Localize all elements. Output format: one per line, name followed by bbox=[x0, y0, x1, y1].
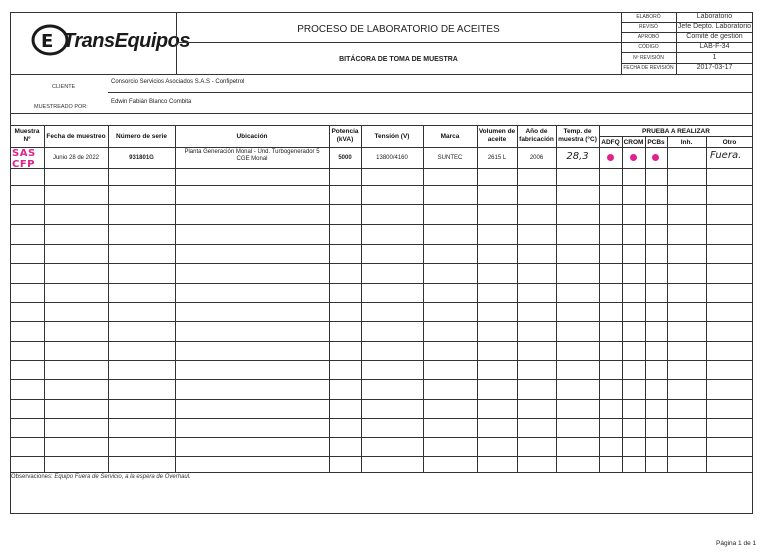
col-brand: Marca bbox=[440, 133, 460, 140]
meta-label: REVISÓ bbox=[639, 24, 658, 30]
form-title: PROCESO DE LABORATORIO DE ACEITES bbox=[297, 24, 500, 35]
meta-label: APROBÓ bbox=[637, 34, 660, 40]
form-subtitle: BITÁCORA DE TOMA DE MUESTRA bbox=[339, 56, 458, 63]
meta-value: Laboratorio bbox=[696, 13, 733, 20]
meta-value: Jefe Depto. Laboratorio bbox=[677, 23, 752, 30]
col-location: Ubicación bbox=[236, 133, 268, 140]
adfq-marker-icon bbox=[607, 154, 614, 161]
meta-value: LAB-F-34 bbox=[699, 43, 730, 50]
cell-brand: SUNTEC bbox=[437, 155, 463, 161]
client-value: Consorcio Servicios Asociados S.A.S - Confipetrol bbox=[111, 79, 245, 85]
svg-text:E: E bbox=[41, 31, 54, 52]
cell-other: Fuera. bbox=[710, 150, 742, 161]
col-serial: Número de serie bbox=[116, 133, 167, 140]
col-year: Año de fabricación bbox=[519, 128, 554, 143]
sample-number-stamp: SAS CFP bbox=[12, 148, 36, 170]
col-inh: Inh. bbox=[680, 139, 693, 146]
pcbs-marker-icon bbox=[652, 154, 659, 161]
col-pcbs: PCBs bbox=[647, 139, 665, 146]
meta-value: 1 bbox=[712, 54, 717, 61]
col-date: Fecha de muestreo bbox=[46, 133, 106, 140]
cell-power: 5000 bbox=[338, 155, 352, 161]
client-label: CLIENTE bbox=[52, 84, 76, 90]
col-sample: Muestra Nº bbox=[14, 128, 40, 143]
cell-temp: 28,3 bbox=[566, 151, 589, 162]
col-other: Otro bbox=[722, 139, 737, 146]
logo bbox=[30, 22, 190, 62]
cell-location: Planta Generación Monal - Und. Turbogenerador 5 CGE Monal bbox=[184, 149, 320, 163]
tests-header: PRUEBA A REALIZAR bbox=[642, 128, 710, 135]
observations bbox=[11, 474, 191, 480]
cell-date: Junio 28 de 2022 bbox=[52, 155, 100, 161]
meta-label: FECHA DE REVISIÓN bbox=[623, 65, 674, 71]
col-temp: Temp. de muestra (°C) bbox=[558, 128, 597, 143]
logo-text: TransEquipos bbox=[63, 30, 190, 52]
col-power: Potencia (kVA) bbox=[331, 128, 359, 143]
cell-oil-volume: 2615 L bbox=[487, 155, 507, 161]
meta-value: Comité de gestión bbox=[686, 33, 743, 40]
observations-label: Observaciones: bbox=[11, 474, 53, 480]
col-crom: CROM bbox=[623, 139, 644, 146]
sampled-by-label: MUESTREADO POR: bbox=[34, 104, 88, 110]
col-voltage: Tensión (V) bbox=[374, 133, 410, 140]
cell-serial: 931801G bbox=[129, 155, 154, 161]
meta-label: CÓDIGO bbox=[638, 44, 659, 50]
col-oil-volume: Volumen de aceite bbox=[478, 128, 516, 143]
page-number: Página 1 de 1 bbox=[716, 540, 757, 547]
sampled-by-value: Edwin Fabián Blanco Combita bbox=[111, 99, 192, 105]
col-adfq: ADFQ bbox=[601, 139, 620, 146]
observations-text: Equipo Fuera de Servicio, a la espera de Overhaul. bbox=[54, 474, 191, 480]
crom-marker-icon bbox=[630, 154, 637, 161]
meta-label: ELABORÓ bbox=[636, 14, 661, 20]
meta-value: 2017-03-17 bbox=[696, 64, 733, 71]
cell-year: 2006 bbox=[529, 155, 544, 161]
meta-label: Nº REVISIÓN bbox=[633, 55, 664, 61]
cell-voltage: 13800/4160 bbox=[376, 155, 408, 161]
